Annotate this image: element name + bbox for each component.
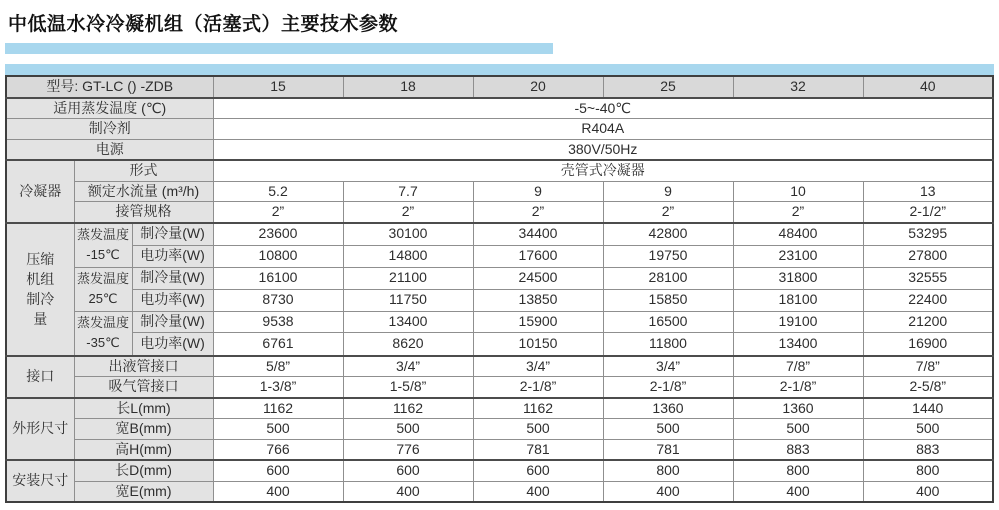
spec-value-cell: 500: [213, 419, 343, 440]
table-row: [6, 160, 993, 181]
model-label-cell: 型号: GT-LC () -ZDB: [6, 76, 213, 98]
table-row: [6, 377, 993, 398]
table-row: [6, 98, 993, 119]
spec-value-cell: 776: [343, 439, 473, 460]
spec-value-cell: 21200: [863, 311, 993, 333]
spec-value-cell: 9: [473, 181, 603, 202]
model-header-cell: 32: [733, 76, 863, 98]
model-header-cell: 40: [863, 76, 993, 98]
evap-temp-cell: [74, 223, 132, 268]
spec-value-cell: 500: [473, 419, 603, 440]
table-row: [6, 460, 993, 481]
spec-value-cell: 3/4”: [343, 356, 473, 377]
table-top-accent-bar: [5, 64, 994, 75]
spec-value-cell: 15900: [473, 311, 603, 333]
spec-value-cell: 2”: [733, 202, 863, 223]
table-row: [6, 181, 993, 202]
spec-value-cell: 3/4”: [473, 356, 603, 377]
spec-value-cell: 800: [603, 460, 733, 481]
spec-value-cell: 5.2: [213, 181, 343, 202]
row-label-cell: 电源: [6, 139, 213, 160]
evap-temp-value: -15℃: [86, 247, 120, 262]
spec-value-cell: 48400: [733, 223, 863, 246]
table-row: [6, 311, 993, 333]
spec-value-cell: 400: [473, 481, 603, 502]
spec-value-cell: 9538: [213, 311, 343, 333]
spec-value-cell: 19750: [603, 245, 733, 267]
row-label-cell: 电功率(W): [132, 333, 213, 356]
spec-value-cell: 18100: [733, 289, 863, 311]
spec-value-cell: 600: [343, 460, 473, 481]
spec-value-cell: 16100: [213, 267, 343, 289]
spec-value-cell: 380V/50Hz: [213, 139, 993, 160]
model-header-cell: 25: [603, 76, 733, 98]
group-label-line: 制冷: [26, 291, 55, 307]
spec-value-cell: 24500: [473, 267, 603, 289]
spec-value-cell: 781: [603, 439, 733, 460]
row-label-cell: 接管规格: [74, 202, 213, 223]
spec-value-cell: 2-1/8”: [473, 377, 603, 398]
spec-value-cell: 32555: [863, 267, 993, 289]
table-row: [6, 481, 993, 502]
spec-value-cell: 766: [213, 439, 343, 460]
spec-value-cell: 13: [863, 181, 993, 202]
spec-value-cell: 500: [343, 419, 473, 440]
spec-value-cell: 10: [733, 181, 863, 202]
group-label-cell: 冷凝器: [6, 160, 74, 223]
row-label-cell: 出液管接口: [74, 356, 213, 377]
spec-value-cell: 16900: [863, 333, 993, 356]
spec-value-cell: 1-5/8”: [343, 377, 473, 398]
spec-value-cell: 1360: [733, 398, 863, 419]
group-label-line: 压缩: [26, 251, 55, 267]
row-label-cell: 电功率(W): [132, 245, 213, 267]
spec-value-cell: 34400: [473, 223, 603, 246]
table-row: [6, 289, 993, 311]
spec-value-cell: 2”: [473, 202, 603, 223]
spec-value-cell: 1-3/8”: [213, 377, 343, 398]
spec-value-cell: 壳管式冷凝器: [213, 160, 993, 181]
spec-value-cell: 17600: [473, 245, 603, 267]
spec-value-cell: 11800: [603, 333, 733, 356]
row-label-cell: 电功率(W): [132, 289, 213, 311]
spec-value-cell: 13850: [473, 289, 603, 311]
spec-value-cell: 11750: [343, 289, 473, 311]
group-label-line: 机组: [26, 271, 55, 287]
spec-value-cell: 1162: [473, 398, 603, 419]
spec-value-cell: 1162: [343, 398, 473, 419]
row-label-cell: 宽E(mm): [74, 481, 213, 502]
spec-value-cell: 13400: [733, 333, 863, 356]
row-label-cell: 长L(mm): [74, 398, 213, 419]
spec-value-cell: 500: [603, 419, 733, 440]
spec-table: [5, 75, 994, 503]
model-header-cell: 15: [213, 76, 343, 98]
spec-value-cell: 400: [603, 481, 733, 502]
table-row: [6, 267, 993, 289]
spec-value-cell: 800: [863, 460, 993, 481]
spec-value-cell: 16500: [603, 311, 733, 333]
spec-value-cell: 42800: [603, 223, 733, 246]
row-label-cell: 高H(mm): [74, 439, 213, 460]
spec-table-container: [5, 64, 994, 503]
spec-value-cell: 400: [863, 481, 993, 502]
row-label-cell: 制冷量(W): [132, 311, 213, 333]
evap-temp-prefix: 蒸发温度: [76, 226, 129, 242]
spec-value-cell: 15850: [603, 289, 733, 311]
table-row: [6, 119, 993, 140]
row-label-cell: 制冷剂: [6, 119, 213, 140]
spec-value-cell: 781: [473, 439, 603, 460]
row-label-cell: 制冷量(W): [132, 223, 213, 246]
group-label-line: 量: [33, 311, 48, 327]
spec-value-cell: 6761: [213, 333, 343, 356]
group-label-cell: 接口: [6, 356, 74, 398]
spec-value-cell: 2”: [343, 202, 473, 223]
table-header-row: [6, 76, 993, 98]
evap-temp-prefix: 蒸发温度: [76, 270, 129, 286]
spec-value-cell: 400: [213, 481, 343, 502]
page-title: 中低温水冷冷凝机组（活塞式）主要技术参数: [8, 14, 399, 35]
spec-value-cell: 1162: [213, 398, 343, 419]
spec-value-cell: 600: [473, 460, 603, 481]
spec-value-cell: 2”: [603, 202, 733, 223]
title-underline-bar: [5, 43, 553, 54]
spec-value-cell: 22400: [863, 289, 993, 311]
table-row: [6, 419, 993, 440]
table-row: [6, 398, 993, 419]
spec-value-cell: 8620: [343, 333, 473, 356]
spec-value-cell: 21100: [343, 267, 473, 289]
spec-value-cell: 8730: [213, 289, 343, 311]
table-row: [6, 223, 993, 246]
spec-value-cell: 1360: [603, 398, 733, 419]
spec-value-cell: 31800: [733, 267, 863, 289]
model-header-cell: 18: [343, 76, 473, 98]
spec-value-cell: 7/8”: [863, 356, 993, 377]
row-label-cell: 制冷量(W): [132, 267, 213, 289]
evap-temp-value: -35℃: [86, 335, 120, 350]
row-label-cell: 宽B(mm): [74, 419, 213, 440]
evap-temp-value: 25℃: [88, 291, 118, 306]
table-row: [6, 139, 993, 160]
spec-value-cell: 9: [603, 181, 733, 202]
spec-value-cell: 2-1/8”: [733, 377, 863, 398]
row-label-cell: 形式: [74, 160, 213, 181]
spec-value-cell: 23100: [733, 245, 863, 267]
spec-value-cell: 53295: [863, 223, 993, 246]
spec-value-cell: 7.7: [343, 181, 473, 202]
spec-value-cell: 2-1/8”: [603, 377, 733, 398]
table-row: [6, 356, 993, 377]
table-row: [6, 333, 993, 356]
spec-value-cell: 10800: [213, 245, 343, 267]
table-row: [6, 245, 993, 267]
spec-value-cell: 883: [733, 439, 863, 460]
spec-value-cell: 600: [213, 460, 343, 481]
evap-temp-prefix: 蒸发温度: [76, 314, 129, 330]
spec-value-cell: 2-5/8”: [863, 377, 993, 398]
table-row: [6, 202, 993, 223]
spec-value-cell: 13400: [343, 311, 473, 333]
spec-value-cell: 500: [863, 419, 993, 440]
spec-value-cell: 27800: [863, 245, 993, 267]
spec-value-cell: 5/8”: [213, 356, 343, 377]
spec-value-cell: 14800: [343, 245, 473, 267]
spec-value-cell: 19100: [733, 311, 863, 333]
spec-value-cell: 28100: [603, 267, 733, 289]
row-label-cell: 额定水流量 (m³/h): [74, 181, 213, 202]
spec-value-cell: 2”: [213, 202, 343, 223]
spec-value-cell: 7/8”: [733, 356, 863, 377]
row-label-cell: 长D(mm): [74, 460, 213, 481]
spec-value-cell: 500: [733, 419, 863, 440]
spec-value-cell: 800: [733, 460, 863, 481]
evap-temp-cell: [74, 267, 132, 311]
row-label-cell: 适用蒸发温度 (℃): [6, 98, 213, 119]
spec-value-cell: 2-1/2”: [863, 202, 993, 223]
group-label-cell: 安装尺寸: [6, 460, 74, 502]
table-row: [6, 439, 993, 460]
group-label-cell: 外形尺寸: [6, 398, 74, 461]
spec-value-cell: R404A: [213, 119, 993, 140]
spec-value-cell: 400: [733, 481, 863, 502]
spec-value-cell: 30100: [343, 223, 473, 246]
spec-value-cell: 883: [863, 439, 993, 460]
spec-value-cell: 3/4”: [603, 356, 733, 377]
spec-value-cell: -5~-40℃: [213, 98, 993, 119]
spec-value-cell: 400: [343, 481, 473, 502]
spec-value-cell: 10150: [473, 333, 603, 356]
evap-temp-cell: [74, 311, 132, 356]
spec-value-cell: 23600: [213, 223, 343, 246]
row-label-cell: 吸气管接口: [74, 377, 213, 398]
model-header-cell: 20: [473, 76, 603, 98]
group-label-cell: [6, 223, 74, 356]
spec-value-cell: 1440: [863, 398, 993, 419]
